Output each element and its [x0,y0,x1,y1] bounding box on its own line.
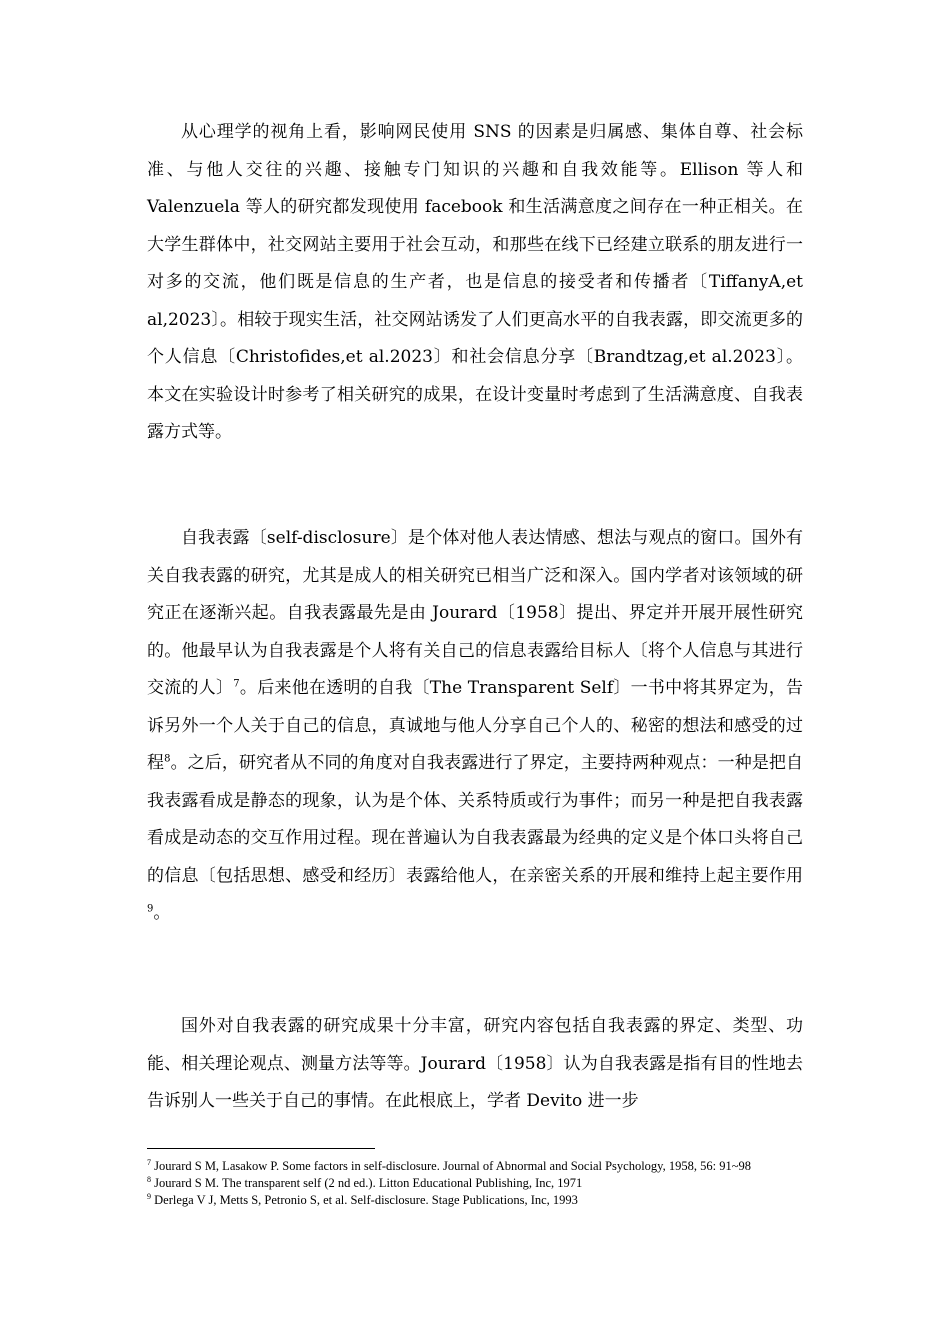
paragraph-text: 。之后，研究者从不同的角度对自我表露进行了界定，主要持两种观点：一种是把自我表露看成是静态的现象，认为是个体、关系特质或行为事件；而另一种是把自我表露看成是动态的交互作用过程。现在普遍认为自我表露最为经典的定义是个体口头将自己的信息〔包括思想、感受和经历〕表露给他人，在亲密关系的开展和维持上起主要作用 [147,753,804,886]
footnote-ref-7[interactable]: 7 [233,678,240,690]
footnote-7 [147,1158,803,1174]
paragraph-text: 自我表露〔self-disclosure〕是个体对他人表达情感、想法与观点的窗口。国外有关自我表露的研究，尤其是成人的相关研究已相当广泛和深入。国内学者对该领域的研究正在逐渐兴起。自我表露最先是由 Jourard〔1958〕提出、界定并开展开展性研究的。他最早认为自我表露是个人将有关自己的信息表露给目标人〔将个人信息与其进行交流的人〕 [147,528,803,698]
footnote-9 [147,1192,803,1208]
footnote-number: 7 [147,1157,151,1167]
footnote-ref-8[interactable]: 8 [164,753,171,765]
paragraph-text: 从心理学的视角上看，影响网民使用 SNS 的因素是归属感、集体自尊、社会标准、与他人交往的兴趣、接触专门知识的兴趣和自我效能等。Ellison 等人和 Valenzuela 等人的研究都发现使用 facebook 和生活满意度之间存在一种正相关。在大学生群体中，社交网站主要用于社会互动，和那些在线下已经建立联系的朋友进行一对多的交流，他们既是信息的生产者，也是信息的接受者和传播者〔TiffanyA,et al,2023〕。相较于现实生活，社交网站诱发了人们更高水平的自我表露，即交流更多的个人信息〔Christofides,et al.2023〕和社会信息分享〔Brandtzag,et al.2023〕。本文在实验设计时参考了相关研究的成果，在设计变量时考虑到了生活满意度、自我表露方式等。 [147,122,803,442]
footnote-text: Jourard S M, Lasakow P. Some factors in self-disclosure. Journal of Abnormal and Social Psychology, 1958, 56: 91~98 [154,1159,751,1173]
paragraph-sns-factors [147,114,803,452]
paragraph-text: 。 [153,903,171,923]
paragraph-text: 国外对自我表露的研究成果十分丰富，研究内容包括自我表露的界定、类型、功能、相关理论观点、测量方法等等。Jourard〔1958〕认为自我表露是指有目的性地去告诉别人一些关于自己的事情。在此根底上，学者 Devito 进一步 [147,1016,803,1111]
footnotes [147,1158,803,1209]
footnote-text: Jourard S M. The transparent self (2 nd ed.). Litton Educational Publishing, Inc, 1971 [154,1176,583,1190]
footnote-text: Derlega V J, Metts S, Petronio S, et al. Self-disclosure. Stage Publications, Inc, 1993 [154,1193,578,1207]
footnote-8 [147,1175,803,1191]
paragraph-text: 。后来他在透明的自我〔The Transparent Self〕一书中将其界定为，告诉另外一个人关于自己的信息，真诚地与他人分享自己个人的、秘密的想法和感受的过程 [147,678,803,773]
paragraph-self-disclosure-definition [147,520,803,933]
footnote-ref-9[interactable]: 9 [147,903,154,915]
footnote-number: 8 [147,1174,151,1184]
paragraph-foreign-research [147,1008,803,1121]
footnote-separator [147,1148,375,1149]
footnote-number: 9 [147,1191,151,1201]
